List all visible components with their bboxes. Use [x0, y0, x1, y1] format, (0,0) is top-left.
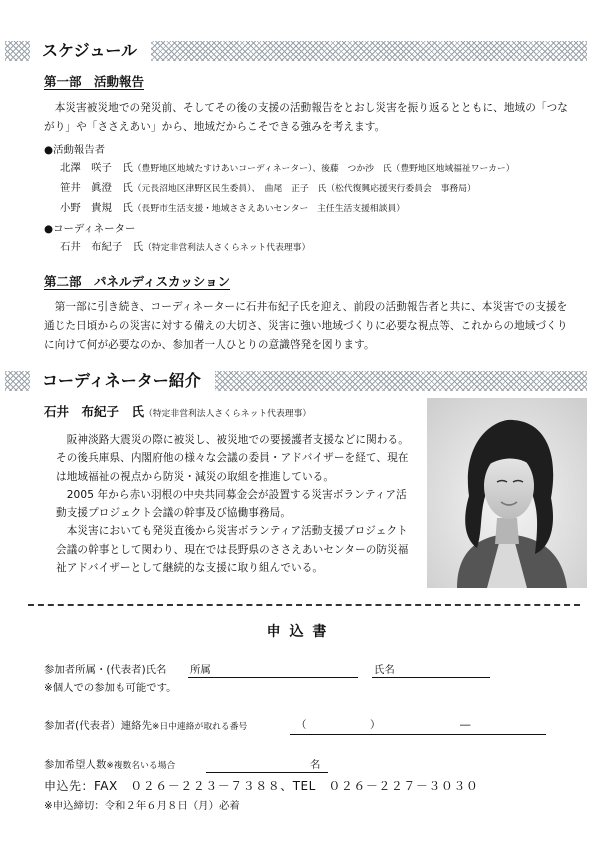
- reporters-heading: ●活動報告者: [44, 144, 106, 156]
- affiliation-row: [44, 663, 166, 677]
- phone-open-paren: （: [296, 719, 307, 731]
- affiliation-field-label: 所属: [190, 664, 211, 676]
- count-unit: 名: [310, 759, 321, 771]
- submit-line: 申込先：FAX ０２６－２２３－７３８８、TEL ０２６－２２７－３０３０: [44, 779, 479, 793]
- phone-dash: ―: [460, 719, 471, 731]
- coordinator-affiliation: （特定非営利法人さくらネット代表理事）: [143, 243, 311, 253]
- reporter-row: [60, 160, 515, 177]
- application-title: 申 込 書: [266, 624, 329, 640]
- contact-note: ※日中連絡が取れる番号: [151, 722, 248, 732]
- coordinator-intro-name: 石井 布紀子 氏: [44, 404, 145, 419]
- coordinator-intro-header: [44, 404, 311, 422]
- part2-title-text: 第二部 パネルディスカッション: [44, 274, 231, 289]
- coordinator-section-title: コーディネーター紹介: [30, 371, 215, 391]
- count-input[interactable]: [206, 772, 328, 773]
- coordinator-photo: [427, 398, 587, 588]
- reporter-row: [60, 200, 405, 217]
- affiliation-input[interactable]: [188, 677, 358, 678]
- coordinator-bio: 阪神淡路大震災の際に被災し、被災地での要援護者支援などに関わる。その後兵庫県、内閣府他の様々な会議の委員・アドバイザーを経て、現在は地域福祉の視点から防災・減災の取組を推進している。 2005 年から赤い羽根の中央共同募金会が設置する災害ボランティア活動支援プロジェクト会議の幹事及び協働事務局。 本災害においても発災直後から災害ボランティア活動支援プロジェクト会議の幹事として関わり、現在では長野県のささえあいセンターの防災福祉アドバイザーとして継続的な支援に取り組んでいる。: [56, 434, 409, 575]
- reporter-name: 小野 貴規 氏: [60, 202, 133, 214]
- coordinator-name: 石井 布紀子 氏: [60, 241, 144, 253]
- reporter-affiliation: （豊野地区地域たすけあいコーディネーター）、後藤 つか沙 氏（豊野地区地域福祉ワーカー）: [132, 164, 515, 174]
- coordinator-heading: ●コーディネーター: [44, 223, 136, 235]
- count-row: [44, 758, 175, 773]
- reporter-row: [60, 180, 476, 197]
- phone-close-paren: ）: [370, 719, 381, 731]
- reporter-affiliation: （長野市生活支援・地域ささえあいセンター 主任生活支援相談員）: [132, 204, 406, 214]
- contact-row: [44, 719, 247, 734]
- coordinator-row: [60, 239, 310, 256]
- phone-input[interactable]: [290, 734, 546, 735]
- reporter-name: 笹井 眞澄 氏: [60, 182, 133, 194]
- part1-title-text: 第一部 活動報告: [44, 74, 145, 89]
- contact-label: 参加者(代表者）連絡先: [44, 720, 152, 732]
- reporter-affiliation: （元長沼地区津野区民生委員）、 曲尾 正子 氏（松代復興応援実行委員会 事務局）: [132, 184, 476, 194]
- count-label: 参加希望人数: [44, 759, 107, 771]
- affiliation-label: 参加者所属・(代表者)氏名: [44, 664, 167, 676]
- schedule-section-title: スケジュール: [30, 41, 151, 61]
- coordinator-intro-title: （特定非営利法人さくらネット代表理事）: [144, 409, 312, 419]
- individual-note: ※個人での参加も可能です。: [44, 682, 177, 694]
- part2-title: [44, 274, 230, 290]
- reporter-name: 北澤 咲子 氏: [60, 162, 133, 174]
- part2-body: 第一部に引き続き、コーディネーターに石井布紀子氏を迎え、前段の活動報告者と共に、本災害での支援を通じた日頃からの災害に対する備えの大切さ、災害に強い地域づくりに必要な視点等、これからの地域づくりに向けて何が必要なのか、参加者一人ひとりの意識啓発を図ります。: [44, 301, 568, 351]
- name-field-label: 氏名: [374, 664, 395, 676]
- name-input[interactable]: [372, 677, 490, 678]
- part1-body: 本災害被災地での発災前、そしてその後の支援の活動報告をとおし災害を振り返るとともに、地域の「つながり」や「ささえあい」から、地域だからこそできる強みを考えます。: [44, 102, 568, 133]
- deadline-note: ※申込締切：令和２年６月８日（月）必着: [44, 800, 240, 812]
- count-note: ※複数名いる場合: [106, 761, 176, 771]
- part1-title: [44, 74, 144, 90]
- section-divider: [28, 604, 580, 606]
